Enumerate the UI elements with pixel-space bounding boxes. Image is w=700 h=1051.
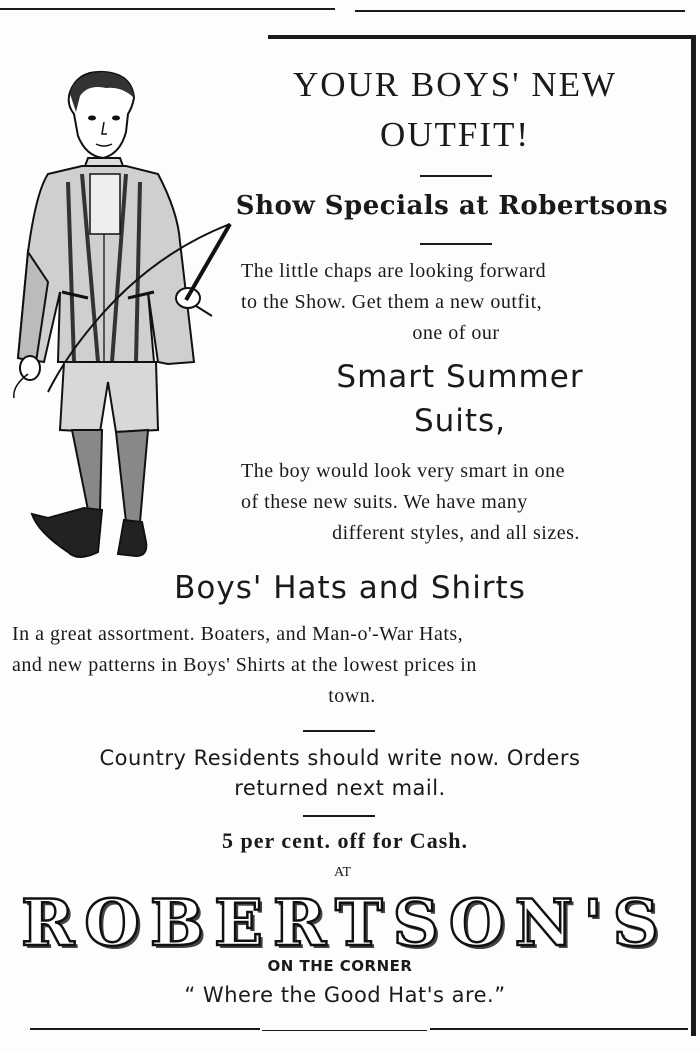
country-line2: returned next mail. (234, 776, 446, 800)
top-rule-right (355, 10, 685, 12)
on-corner-label: ON THE CORNER (267, 957, 413, 975)
divider-3 (303, 730, 375, 732)
suits-heading-line1: Smart Summer (336, 359, 584, 395)
hats-line1: In a great assortment. Boaters, and Man-o'-War Hats, (12, 623, 464, 645)
country-line1: Country Residents should write now. Orders (99, 746, 581, 770)
country-text (0, 743, 680, 803)
intro-line2: to the Show. Get them a new outfit, (241, 291, 543, 313)
discount-text: 5 per cent. off for Cash. (222, 828, 468, 853)
bottom-rule-right (430, 1028, 688, 1030)
headline (240, 60, 670, 160)
intro-line1: The little chaps are looking forward (241, 260, 547, 282)
store-name: ROBERTSON'S (21, 886, 669, 961)
top-rule-left (0, 8, 335, 10)
bottom-rule-mid (262, 1030, 427, 1031)
suits-line2: of these new suits. We have many (241, 491, 528, 513)
suits-heading-line2: Suits, (413, 403, 507, 439)
header-rule (268, 35, 696, 39)
divider-4 (303, 815, 375, 817)
boy-in-suit-illustration (8, 62, 240, 572)
hats-heading: Boys' Hats and Shirts (174, 570, 526, 606)
hats-text (12, 619, 692, 712)
intro-line3: one of our (412, 322, 500, 344)
slogan: “ Where the Good Hat's are.” (184, 983, 506, 1007)
divider-2 (420, 243, 492, 245)
suits-line3: different styles, and all sizes. (332, 522, 580, 544)
right-border (691, 36, 696, 1036)
intro-text (241, 256, 671, 349)
hats-line2: and new patterns in Boys' Shirts at the lowest prices in (12, 654, 477, 676)
bottom-rule-left (30, 1028, 260, 1030)
suits-heading (240, 355, 680, 443)
suits-line1: The boy would look very smart in one (241, 460, 566, 482)
specials-heading: Show Specials at Robertsons (235, 191, 669, 221)
headline-line1: YOUR BOYS' NEW (292, 65, 618, 104)
at-label: AT (333, 865, 352, 880)
suits-text (241, 456, 671, 549)
hats-line3: town. (328, 685, 376, 707)
headline-line2: OUTFIT! (379, 115, 531, 154)
divider-1 (420, 175, 492, 177)
